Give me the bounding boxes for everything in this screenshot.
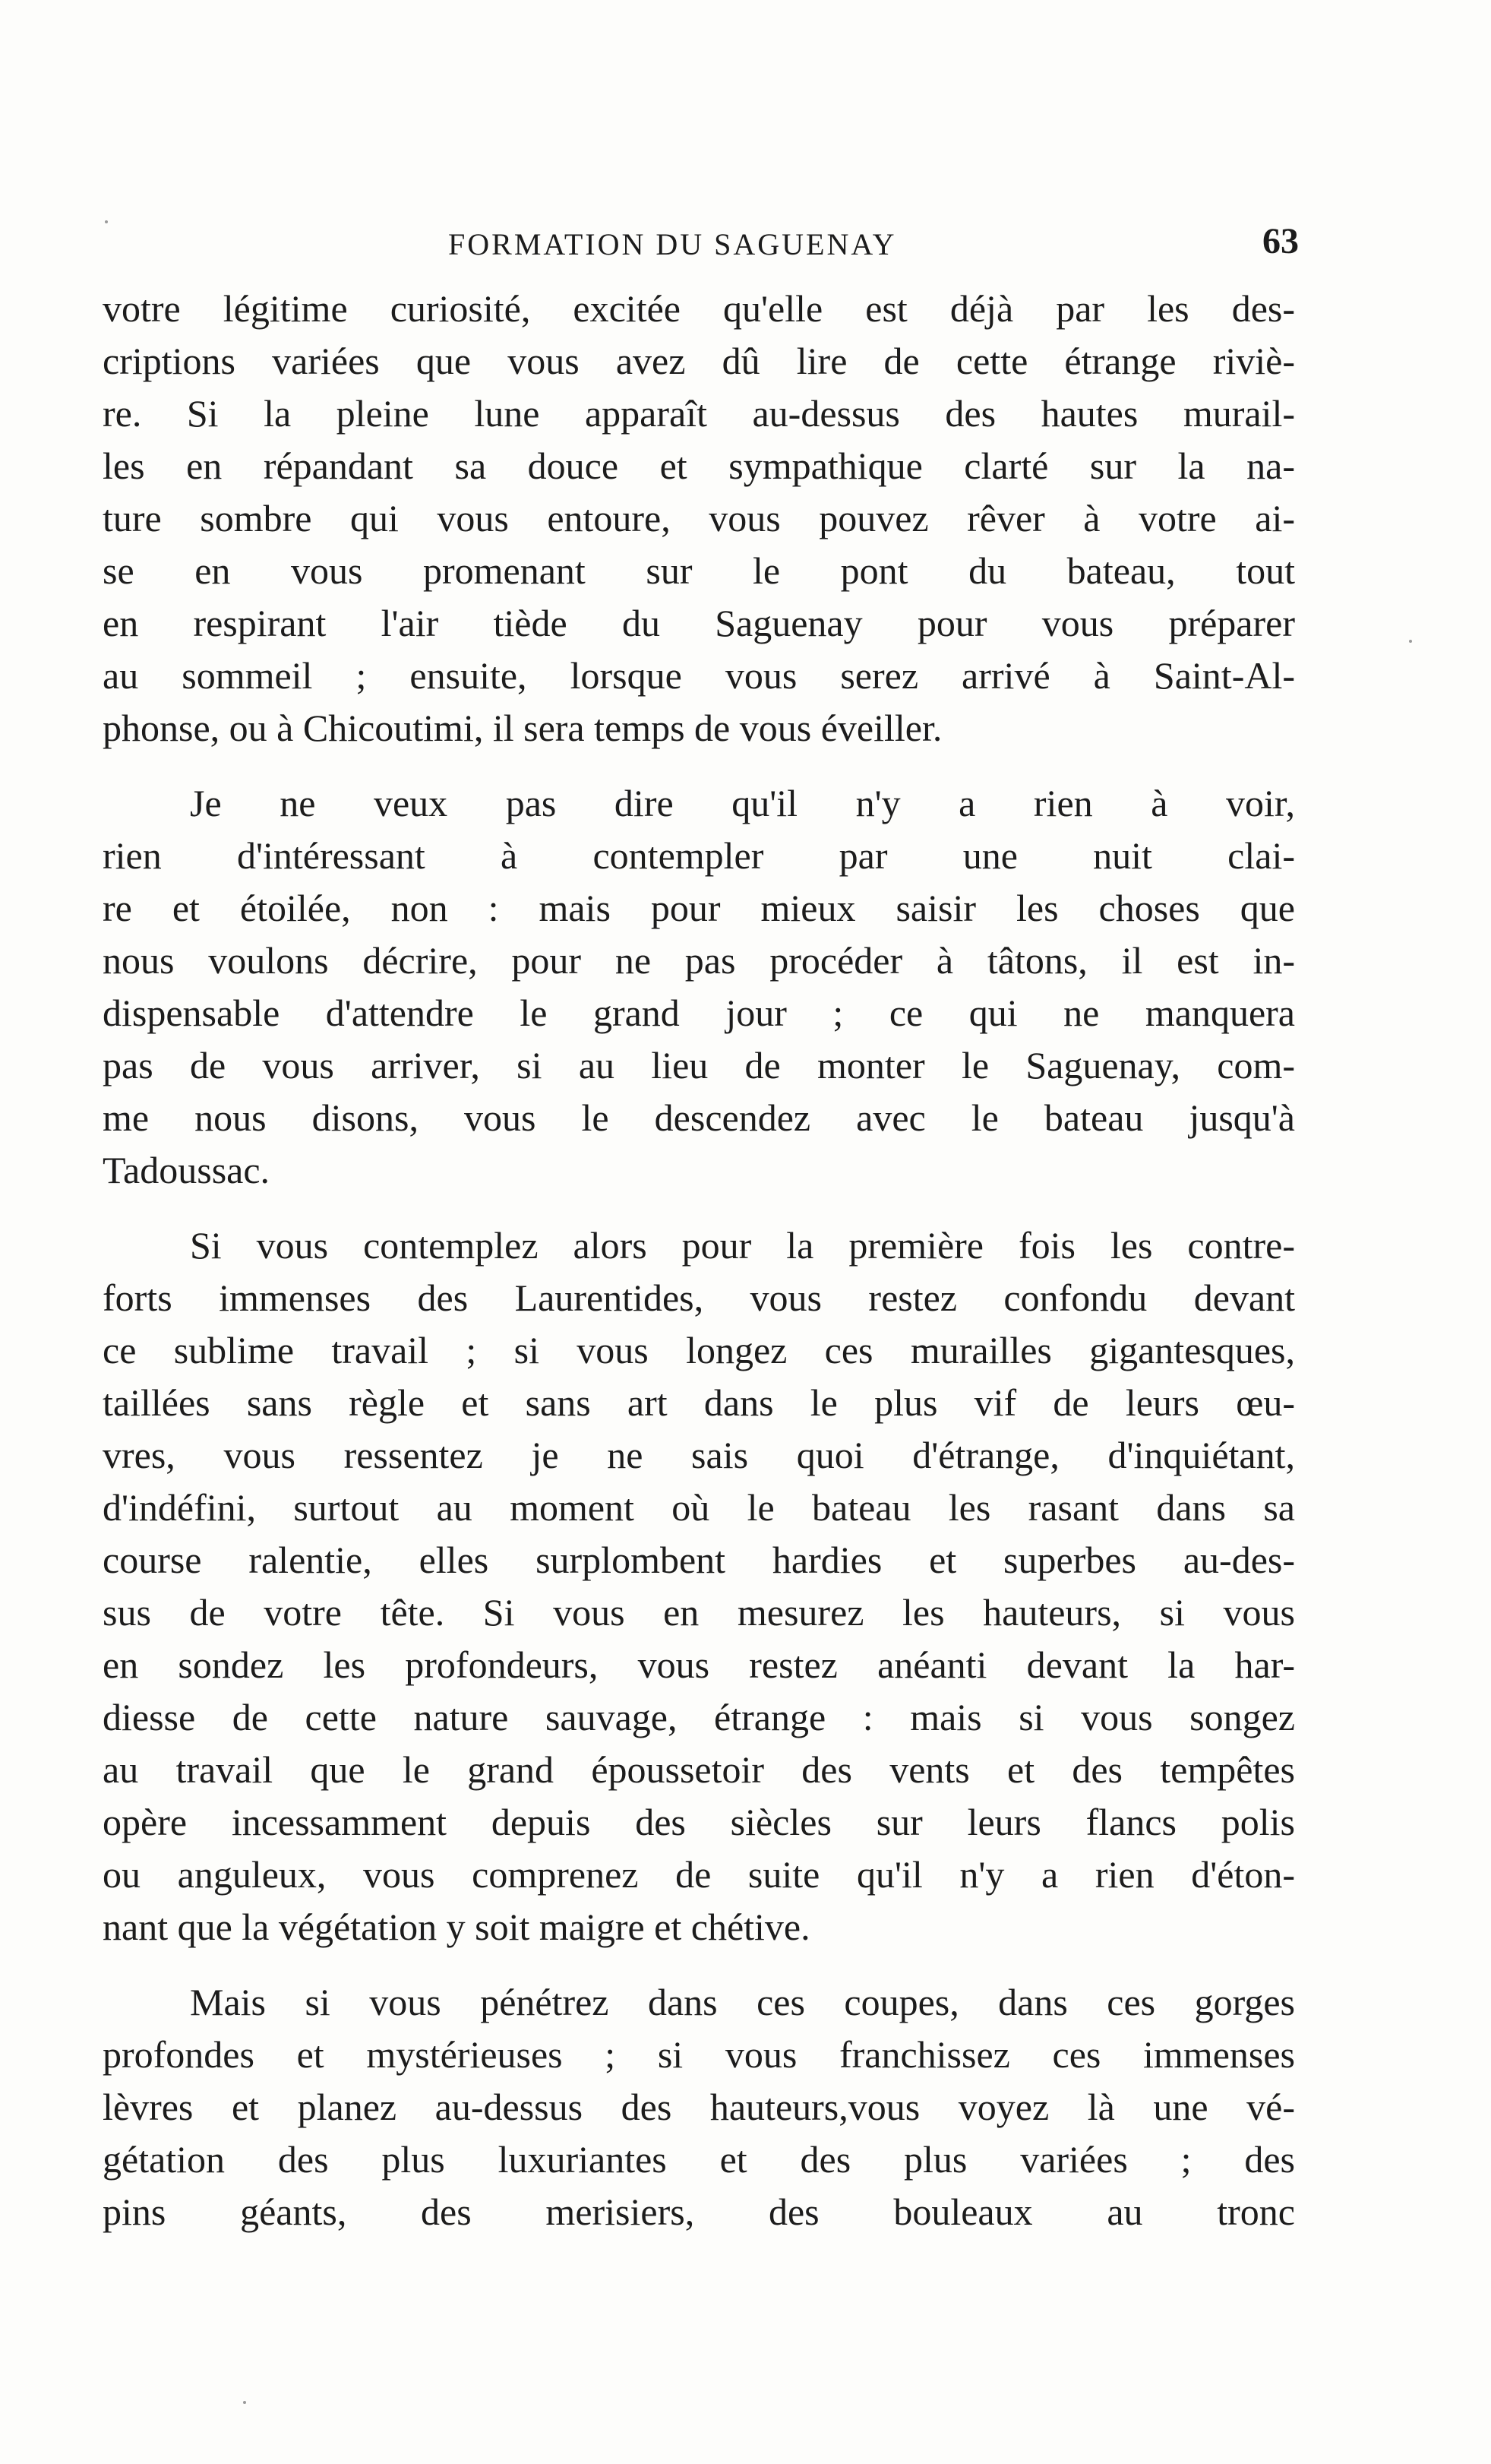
- text-line: criptions variées que vous avez dû lire de cette étrange riviè-: [103, 340, 1295, 382]
- text-line: me nous disons, vous le descendez avec le bateau jusqu'à: [103, 1096, 1295, 1139]
- paragraph: [103, 283, 1295, 754]
- text-line: pas de vous arriver, si au lieu de monter le Saguenay, com-: [103, 1044, 1295, 1087]
- text-line: en sondez les profondeurs, vous restez anéanti devant la har-: [103, 1643, 1295, 1686]
- text-line: Mais si vous pénétrez dans ces coupes, dans ces gorges: [190, 1981, 1295, 2023]
- print-speck: [1409, 640, 1412, 643]
- text-line: ce sublime travail ; si vous longez ces murailles gigantesques,: [103, 1329, 1295, 1371]
- text-line: rien d'intéressant à contempler par une nuit clai-: [103, 834, 1295, 877]
- text-line: opère incessamment depuis des siècles sur leurs flancs polis: [103, 1801, 1295, 1843]
- text-line: votre légitime curiosité, excitée qu'elle est déjà par les des-: [103, 287, 1295, 330]
- text-line: d'indéfini, surtout au moment où le bateau les rasant dans sa: [103, 1486, 1295, 1529]
- paragraph: [103, 1219, 1295, 1953]
- text-line: se en vous promenant sur le pont du bateau, tout: [103, 549, 1295, 592]
- text-line: au sommeil ; ensuite, lorsque vous serez arrivé à Saint-Al-: [103, 654, 1295, 697]
- paragraph: [103, 1976, 1295, 2238]
- text-line: forts immenses des Laurentides, vous restez confondu devant: [103, 1276, 1295, 1319]
- text-line: diesse de cette nature sauvage, étrange : mais si vous songez: [103, 1696, 1295, 1738]
- text-line: ou anguleux, vous comprenez de suite qu'il n'y a rien d'éton-: [103, 1853, 1295, 1896]
- text-line: en respirant l'air tiède du Saguenay pour vous préparer: [103, 602, 1295, 644]
- page-number: 63: [1262, 221, 1299, 261]
- paragraph: [103, 777, 1295, 1197]
- text-line: course ralentie, elles surplombent hardies et superbes au-des-: [103, 1539, 1295, 1581]
- text-line: lèvres et planez au-dessus des hauteurs,vous voyez là une vé-: [103, 2086, 1295, 2128]
- text-line: dispensable d'attendre le grand jour ; ce qui ne manquera: [103, 992, 1295, 1034]
- text-line: gétation des plus luxuriantes et des plus variées ; des: [103, 2138, 1295, 2181]
- text-line: Si vous contemplez alors pour la première fois les contre-: [190, 1224, 1295, 1267]
- text-line: profondes et mystérieuses ; si vous franchissez ces immenses: [103, 2033, 1295, 2076]
- text-line: re et étoilée, non : mais pour mieux saisir les choses que: [103, 887, 1295, 929]
- text-line: Tadoussac.: [103, 1149, 270, 1191]
- print-speck: [243, 2401, 246, 2404]
- body-text: [103, 283, 1295, 2238]
- text-line: ture sombre qui vous entoure, vous pouvez rêver à votre ai-: [103, 497, 1295, 539]
- text-line: phonse, ou à Chicoutimi, il sera temps de vous éveiller.: [103, 707, 943, 749]
- text-line: au travail que le grand époussetoir des vents et des tempêtes: [103, 1748, 1295, 1791]
- print-speck: [105, 220, 108, 223]
- text-line: taillées sans règle et sans art dans le plus vif de leurs œu-: [103, 1381, 1295, 1424]
- text-line: nous voulons décrire, pour ne pas procéder à tâtons, il est in-: [103, 939, 1295, 982]
- text-line: Je ne veux pas dire qu'il n'y a rien à voir,: [190, 782, 1295, 824]
- running-head: [99, 222, 1299, 267]
- running-title: FORMATION DU SAGUENAY: [448, 227, 897, 261]
- text-line: re. Si la pleine lune apparaît au-dessus des hautes murail-: [103, 392, 1295, 435]
- text-line: nant que la végétation y soit maigre et chétive.: [103, 1906, 810, 1948]
- text-line: vres, vous ressentez je ne sais quoi d'étrange, d'inquiétant,: [103, 1434, 1295, 1476]
- text-line: pins géants, des merisiers, des bouleaux au tronc: [103, 2190, 1295, 2233]
- text-line: sus de votre tête. Si vous en mesurez les hauteurs, si vous: [103, 1591, 1295, 1634]
- text-line: les en répandant sa douce et sympathique clarté sur la na-: [103, 444, 1295, 487]
